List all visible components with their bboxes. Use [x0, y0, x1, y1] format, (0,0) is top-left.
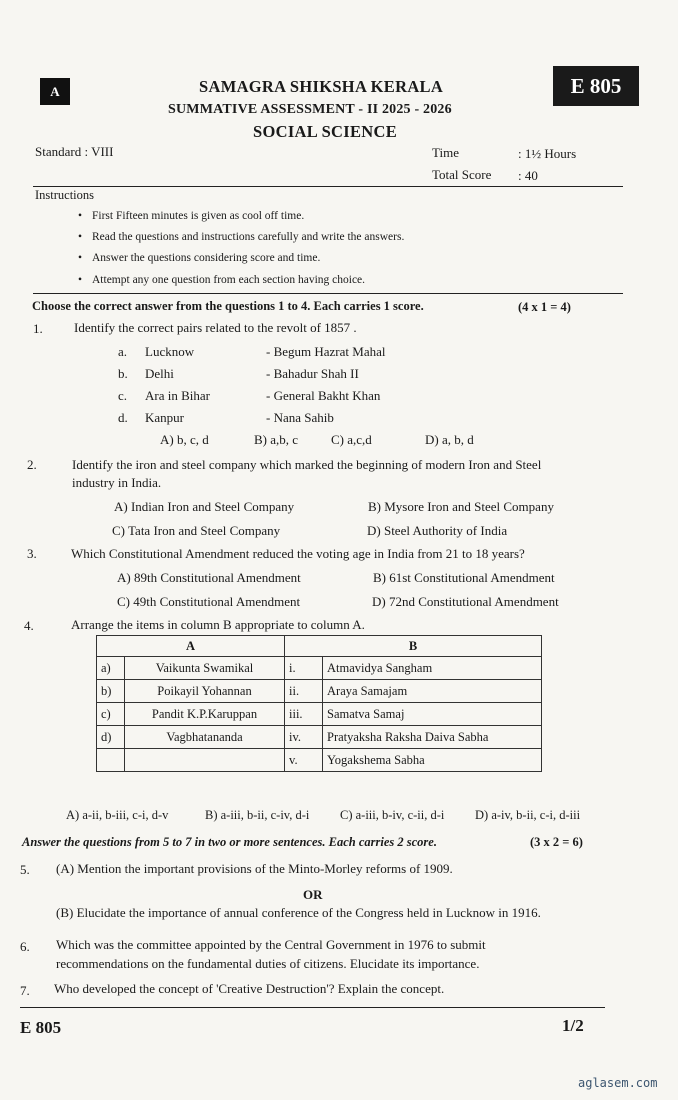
- instruction-item: • Answer the questions considering score and time.: [92, 252, 320, 264]
- q1-pair-left: Delhi: [145, 366, 174, 381]
- q1-pair-label: d.: [118, 410, 128, 425]
- q3-option: B) 61st Constitutional Amendment: [373, 570, 555, 585]
- time-label: Time: [432, 145, 459, 160]
- instruction-item: • Attempt any one question from each section having choice.: [92, 274, 365, 286]
- time-value: : 1½ Hours: [518, 146, 577, 161]
- section1-marks: (4 x 1 = 4): [518, 300, 571, 314]
- row-b-item: Araya Samajam: [323, 680, 542, 703]
- instruction-item: • First Fifteen minutes is given as cool off time.: [92, 210, 304, 222]
- row-b-label: i.: [285, 657, 323, 680]
- row-b-item: Atmavidya Sangham: [323, 657, 542, 680]
- row-b-label: iii.: [285, 703, 323, 726]
- row-a-label: a): [97, 657, 125, 680]
- q1-option: D) a, b, d: [425, 432, 474, 447]
- q1-pair-label: b.: [118, 366, 128, 381]
- q1-option: A) b, c, d: [160, 432, 209, 447]
- q2-text: Identify the iron and steel company which marked the beginning of modern Iron and Steel: [72, 457, 542, 472]
- q4-option: B) a-iii, b-ii, c-iv, d-i: [205, 808, 310, 822]
- q1-pair-label: a.: [118, 344, 128, 359]
- table-row: [97, 749, 542, 772]
- q6-text-cont: recommendations on the fundamental duties of citizens. Elucidate its importance.: [56, 956, 480, 971]
- q3-text: Which Constitutional Amendment reduced the voting age in India from 21 to 18 years?: [71, 546, 525, 561]
- q1-pair-left: Ara in Bihar: [145, 388, 210, 403]
- q2-number: 2.: [27, 457, 37, 472]
- q2-option: A) Indian Iron and Steel Company: [114, 499, 295, 514]
- score-value: : 40: [518, 168, 538, 183]
- paper-code-badge: E 805: [553, 66, 639, 106]
- row-a-label: b): [97, 680, 125, 703]
- footer-paper-code: E 805: [20, 1018, 62, 1037]
- q3-option: D) 72nd Constitutional Amendment: [372, 594, 559, 609]
- table-row: [97, 657, 542, 680]
- q2-option: D) Steel Authority of India: [367, 523, 508, 538]
- instructions-divider: [33, 293, 623, 294]
- section2-heading: Answer the questions from 5 to 7 in two or more sentences. Each carries 2 score.: [22, 835, 437, 849]
- paper-set-badge: A: [40, 78, 70, 105]
- row-a-item: Pandit K.P.Karuppan: [125, 703, 285, 726]
- q1-pair-left: Kanpur: [145, 410, 184, 425]
- page-number: 1/2: [562, 1016, 584, 1035]
- match-table-header: [97, 636, 542, 657]
- subject-title: SOCIAL SCIENCE: [253, 122, 398, 141]
- q1-option: B) a,b, c: [254, 432, 299, 447]
- q2-option: B) Mysore Iron and Steel Company: [368, 499, 554, 514]
- q1-option: C) a,c,d: [331, 432, 372, 447]
- row-a-label: d): [97, 726, 125, 749]
- q4-option: A) a-ii, b-iii, c-i, d-v: [66, 808, 169, 822]
- board-title: SAMAGRA SHIKSHA KERALA: [199, 77, 444, 96]
- q5-option-b: (B) Elucidate the importance of annual conference of the Congress held in Lucknow in 1916.: [56, 905, 541, 920]
- q2-option: C) Tata Iron and Steel Company: [112, 523, 281, 538]
- standard-label: Standard : VIII: [35, 144, 114, 159]
- row-a-label: c): [97, 703, 125, 726]
- q5-number: 5.: [20, 862, 30, 877]
- table-row: [97, 703, 542, 726]
- q6-number: 6.: [20, 939, 30, 954]
- q5-or: OR: [303, 887, 323, 902]
- row-b-label: v.: [285, 749, 323, 772]
- q4-number: 4.: [24, 618, 34, 633]
- q1-pair-left: Lucknow: [145, 344, 195, 359]
- q1-pair-label: c.: [118, 388, 128, 403]
- row-a-item: Poikayil Yohannan: [125, 680, 285, 703]
- footer-divider: [20, 1007, 605, 1008]
- watermark: aglasem.com: [578, 1076, 658, 1090]
- q1-text: Identify the correct pairs related to the revolt of 1857 .: [74, 320, 357, 335]
- row-a-item: Vagbhatananda: [125, 726, 285, 749]
- instruction-item: • Read the questions and instructions carefully and write the answers.: [92, 231, 404, 243]
- q3-option: A) 89th Constitutional Amendment: [117, 570, 301, 585]
- q1-pair-right: - Nana Sahib: [266, 410, 334, 425]
- q4-option: D) a-iv, b-ii, c-i, d-iii: [475, 808, 581, 822]
- row-a-item: Vaikunta Swamikal: [125, 657, 285, 680]
- row-a-item: [125, 749, 285, 772]
- row-b-label: iv.: [285, 726, 323, 749]
- q1-number: 1.: [33, 321, 43, 336]
- section2-marks: (3 x 2 = 6): [530, 835, 583, 849]
- column-b-header: B: [285, 636, 542, 657]
- row-b-item: Samatva Samaj: [323, 703, 542, 726]
- row-b-label: ii.: [285, 680, 323, 703]
- q4-text: Arrange the items in column B appropriate to column A.: [71, 617, 365, 632]
- q1-pair-right: - Bahadur Shah II: [266, 366, 359, 381]
- section1-heading: Choose the correct answer from the questions 1 to 4. Each carries 1 score.: [32, 299, 424, 313]
- header-divider: [33, 186, 623, 187]
- q7-number: 7.: [20, 983, 30, 998]
- instructions-title: Instructions: [35, 188, 95, 202]
- q3-number: 3.: [27, 546, 37, 561]
- q3-option: C) 49th Constitutional Amendment: [117, 594, 301, 609]
- q1-pair-right: - Begum Hazrat Mahal: [266, 344, 386, 359]
- row-b-item: Pratyaksha Raksha Daiva Sabha: [323, 726, 542, 749]
- table-row: [97, 680, 542, 703]
- match-table: [96, 635, 542, 772]
- q6-text: Which was the committee appointed by the Central Government in 1976 to submit: [56, 937, 486, 952]
- row-a-label: [97, 749, 125, 772]
- q4-option: C) a-iii, b-iv, c-ii, d-i: [340, 808, 445, 822]
- column-a-header: A: [97, 636, 285, 657]
- q5-option-a: (A) Mention the important provisions of the Minto-Morley reforms of 1909.: [56, 861, 453, 876]
- q2-text-cont: industry in India.: [72, 475, 162, 490]
- q7-text: Who developed the concept of 'Creative Destruction'? Explain the concept.: [54, 981, 445, 996]
- q1-pair-right: - General Bakht Khan: [266, 388, 381, 403]
- score-label: Total Score: [432, 167, 492, 182]
- exam-title: SUMMATIVE ASSESSMENT - II 2025 - 2026: [168, 102, 452, 117]
- row-b-item: Yogakshema Sabha: [323, 749, 542, 772]
- table-row: [97, 726, 542, 749]
